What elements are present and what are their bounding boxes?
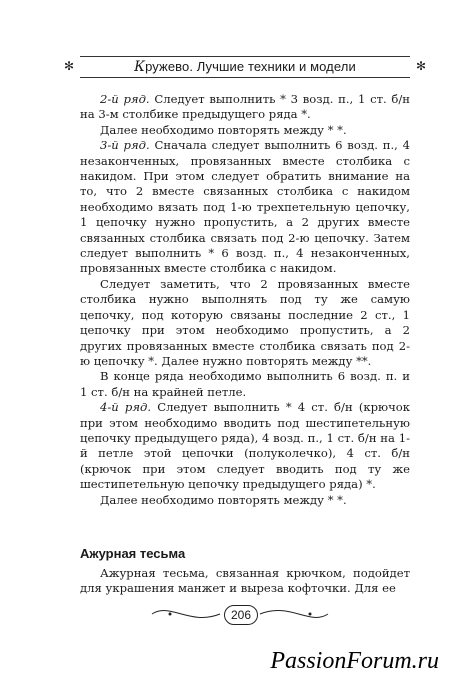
paragraph-row-4 bbox=[80, 400, 410, 492]
header-title-rest: ружево. Лучшие техники и модели bbox=[145, 59, 356, 74]
watermark: PassionForum.ru bbox=[270, 648, 439, 674]
header-ornament-left-icon: ✻ bbox=[64, 59, 75, 73]
page-number: 206 bbox=[224, 605, 258, 625]
paragraph-text: Следует выполнить * 4 ст. б/н (крючок при этом необходимо вводить под шестипетельную цепочку предыдущего ряда), 4 возд. п., 1 ст. б/н на 1-й петле этой цепочки (полуколечко), 4 ст. б/н (крючок при этом следует вводить под ту же шестипетельную цепочку предыдущего ряда) *. bbox=[80, 400, 410, 492]
running-header bbox=[64, 50, 426, 80]
header-rule-top bbox=[80, 56, 410, 57]
paragraph-note: Следует заметить, что 2 провязанных вместе столбика нужно выполнять под ту же самую цепочку, под которую связаны последние 2 ст., 1 цепочку при этом необходимо пропустить, а 2 других провязанных вместе столбика связать под 2-ю цепочку *. Далее нужно повторять между **. bbox=[80, 276, 410, 368]
paragraph-row-2 bbox=[80, 92, 410, 123]
paragraph-repeat-2: Далее необходимо повторять между * *. bbox=[100, 492, 347, 507]
row-label: 2-й ряд. bbox=[100, 92, 150, 106]
header-title bbox=[80, 59, 410, 75]
header-rule-bottom bbox=[80, 77, 410, 78]
row-label: 3-й ряд. bbox=[100, 138, 150, 153]
paragraph-row-end: В конце ряда необходимо выполнить 6 возд. п. и 1 ст. б/н на крайней петле. bbox=[80, 369, 410, 399]
paragraph-text: Следует выполнить * 3 возд. п., 1 ст. б/н на 3-м столбике предыдущего ряда *. bbox=[80, 92, 411, 122]
section-heading: Ажурная тесьма bbox=[80, 546, 186, 561]
header-title-capital: К bbox=[134, 59, 146, 75]
page-footer bbox=[150, 598, 330, 630]
body-text bbox=[80, 92, 410, 508]
paragraph-repeat-1: Далее необходимо повторять между * *. bbox=[100, 122, 347, 137]
section-paragraph: Ажурная тесьма, связанная крючком, подойдет для украшения манжет и выреза кофточки. Для ее bbox=[80, 566, 410, 596]
row-label: 4-й ряд. bbox=[100, 400, 152, 415]
paragraph-text: Сначала следует выполнить 6 возд. п., 4 незаконченных, провязанных вместе столбика с накидом. При этом следует обратить внимание на то, что 2 вместе связанных столбика с накидом необходимо вязать под 1-ю трехпетельную цепочку, 1 цепочку нужно пропустить, а 2 других вместе связанных столбика связать под 2-ю цепочку. Затем следует выполнить * 6 возд. п., 4 незаконченных, провязанных вместе столбика с накидом. bbox=[80, 138, 410, 276]
header-ornament-right-icon: ✻ bbox=[415, 59, 426, 73]
paragraph-row-3 bbox=[80, 138, 410, 277]
section-text bbox=[80, 566, 410, 597]
